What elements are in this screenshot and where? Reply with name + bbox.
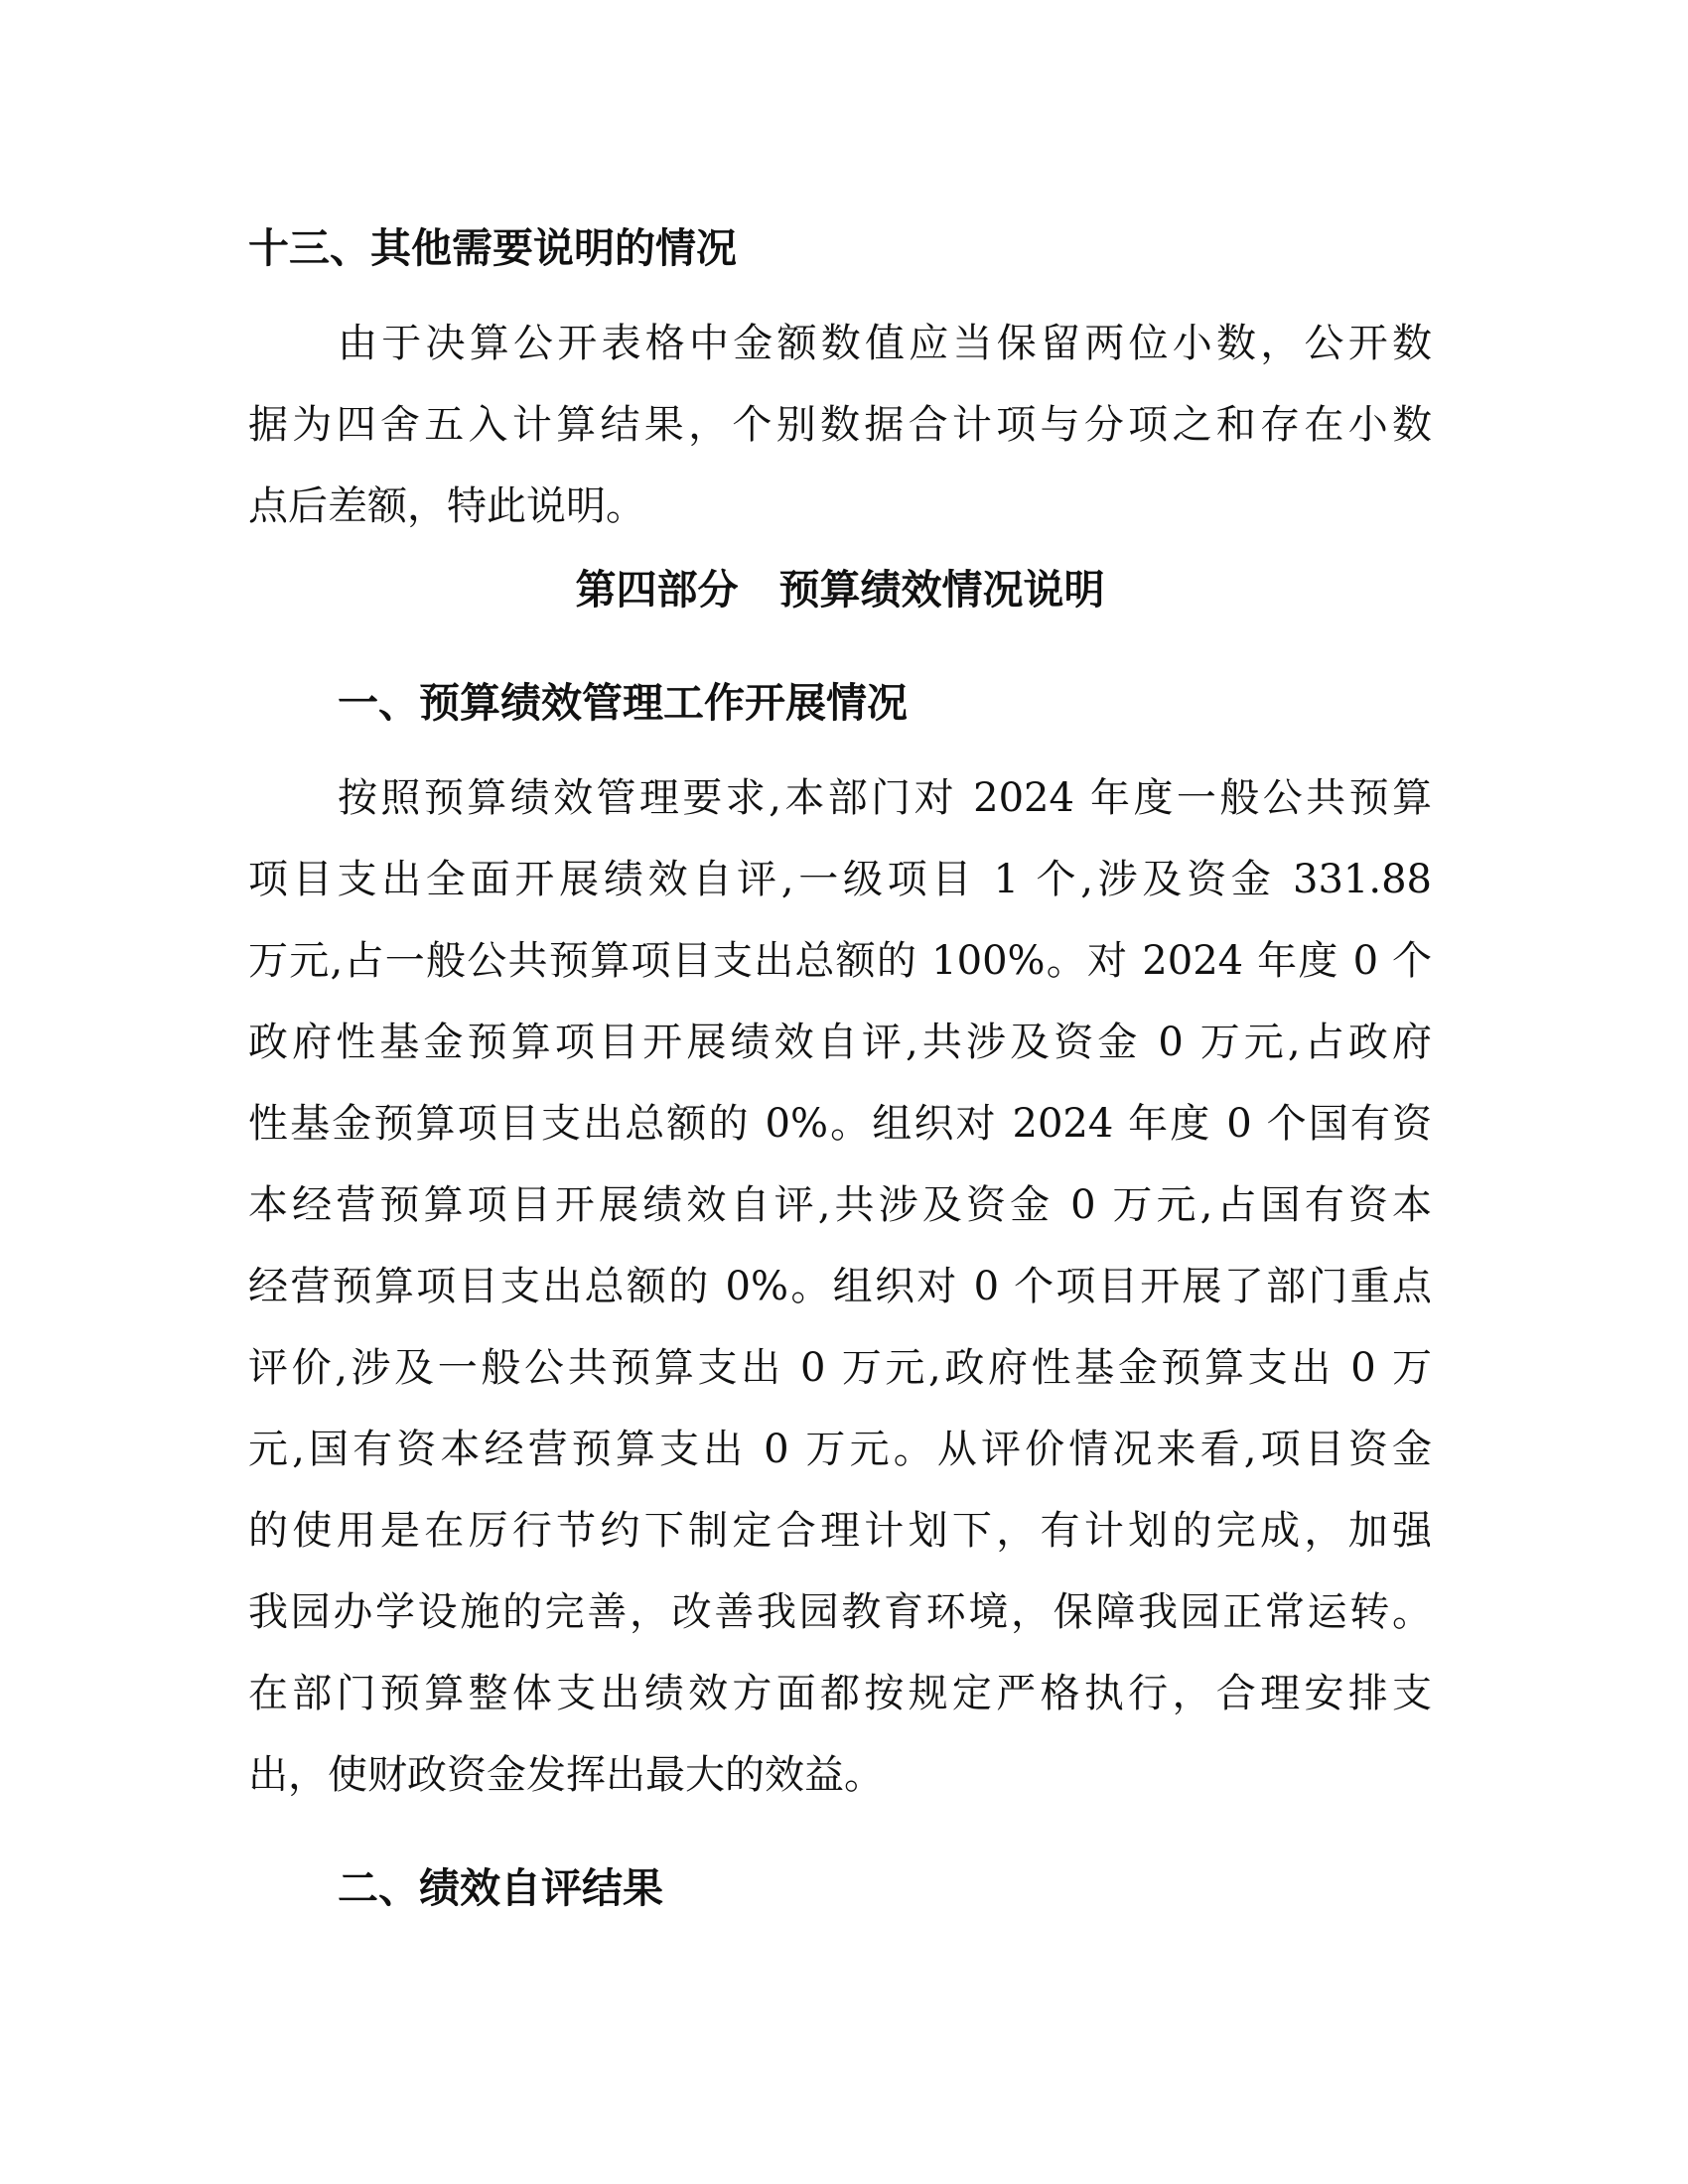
paragraph-line: 的使用是在厉行节约下制定合理计划下，有计划的完成，加强 <box>248 1508 1432 1554</box>
paragraph-line: 出，使财政资金发挥出最大的效益。 <box>248 1752 884 1798</box>
paragraph-line: 万元,占一般公共预算项目支出总额的 100%。对 2024 年度 0 个 <box>248 938 1432 984</box>
section-2-heading: 二、绩效自评结果 <box>338 1864 663 1912</box>
paragraph-line: 政府性基金预算项目开展绩效自评,共涉及资金 0 万元,占政府 <box>248 1020 1432 1065</box>
section-1-heading: 一、预算绩效管理工作开展情况 <box>338 679 908 727</box>
paragraph-line: 据为四舍五入计算结果，个别数据合计项与分项之和存在小数 <box>248 402 1432 448</box>
paragraph-line: 项目支出全面开展绩效自评,一级项目 1 个,涉及资金 331.88 <box>248 857 1432 902</box>
paragraph-line: 我园办学设施的完善，改善我园教育环境，保障我园正常运转。 <box>248 1589 1432 1635</box>
paragraph-line: 性基金预算项目支出总额的 0%。组织对 2024 年度 0 个国有资 <box>248 1101 1432 1147</box>
paragraph-line: 按照预算绩效管理要求,本部门对 2024 年度一般公共预算 <box>338 775 1432 821</box>
paragraph-line: 由于决算公开表格中金额数值应当保留两位小数，公开数 <box>338 321 1432 366</box>
paragraph-line: 在部门预算整体支出绩效方面都按规定严格执行，合理安排支 <box>248 1671 1432 1716</box>
section-13-heading: 十三、其他需要说明的情况 <box>248 224 737 272</box>
paragraph-line: 本经营预算项目开展绩效自评,共涉及资金 0 万元,占国有资本 <box>248 1182 1432 1228</box>
part-4-title: 第四部分 预算绩效情况说明 <box>575 566 1105 614</box>
paragraph-line: 元,国有资本经营预算支出 0 万元。从评价情况来看,项目资金 <box>248 1427 1432 1472</box>
paragraph-line: 点后差额，特此说明。 <box>248 483 645 529</box>
paragraph-line: 评价,涉及一般公共预算支出 0 万元,政府性基金预算支出 0 万 <box>248 1345 1432 1391</box>
paragraph-line: 经营预算项目支出总额的 0%。组织对 0 个项目开展了部门重点 <box>248 1264 1432 1309</box>
